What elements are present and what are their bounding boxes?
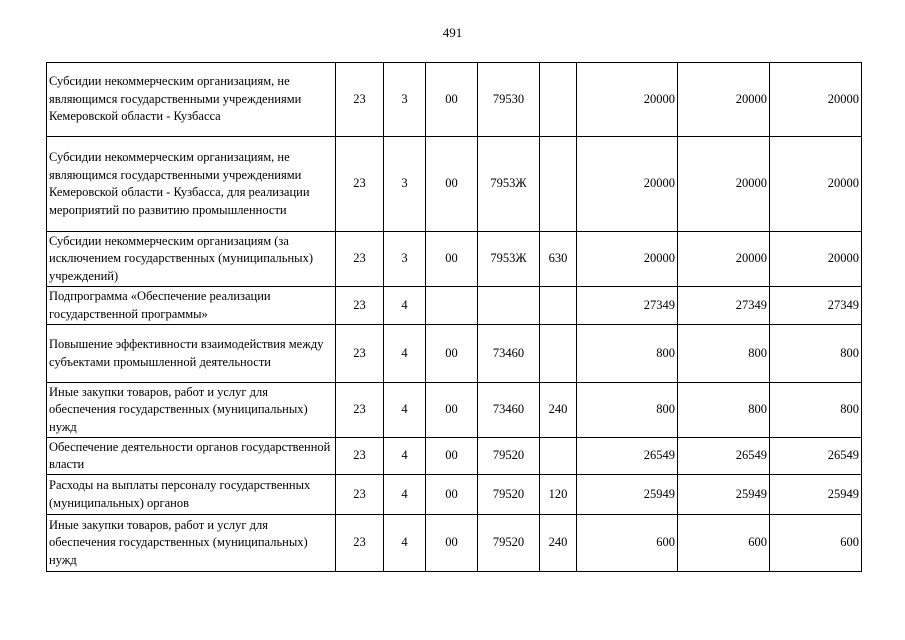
program-code-cell: 23 [336,515,384,572]
amount-year3-cell: 600 [770,515,862,572]
program-code-cell: 23 [336,287,384,325]
expense-direction-code-cell: 79520 [478,438,540,475]
expense-type-code-cell [540,325,577,383]
amount-year1-cell: 25949 [577,475,678,515]
amount-year1-cell: 20000 [577,232,678,287]
expense-name-cell: Субсидии некоммерческим организациям (за исключением государственных (муниципальных) учреждений) [47,232,336,287]
program-code-cell: 23 [336,383,384,438]
amount-year3-cell: 20000 [770,137,862,232]
subprogram-code-cell: 4 [384,438,426,475]
expense-direction-code-cell: 79520 [478,515,540,572]
table-row [47,287,862,325]
amount-year2-cell: 20000 [678,232,770,287]
amount-year3-cell: 800 [770,325,862,383]
program-code-cell: 23 [336,475,384,515]
expense-direction-code-cell: 73460 [478,383,540,438]
table-row [47,325,862,383]
table-row [47,63,862,137]
direction-code-cell: 00 [426,137,478,232]
expense-direction-code-cell [478,287,540,325]
amount-year3-cell: 27349 [770,287,862,325]
direction-code-cell: 00 [426,515,478,572]
expense-name-cell: Субсидии некоммерческим организациям, не являющимся государственными учреждениями Кемеровской области - Кузбасса [47,63,336,137]
amount-year3-cell: 25949 [770,475,862,515]
program-code-cell: 23 [336,232,384,287]
table-row [47,137,862,232]
direction-code-cell: 00 [426,383,478,438]
subprogram-code-cell: 3 [384,232,426,287]
expense-name-cell: Обеспечение деятельности органов государственной власти [47,438,336,475]
amount-year2-cell: 26549 [678,438,770,475]
program-code-cell: 23 [336,137,384,232]
amount-year3-cell: 20000 [770,63,862,137]
table-row [47,475,862,515]
amount-year1-cell: 20000 [577,137,678,232]
direction-code-cell: 00 [426,475,478,515]
amount-year1-cell: 800 [577,383,678,438]
subprogram-code-cell: 4 [384,475,426,515]
expense-direction-code-cell: 79520 [478,475,540,515]
program-code-cell: 23 [336,325,384,383]
amount-year2-cell: 800 [678,383,770,438]
expense-type-code-cell [540,438,577,475]
direction-code-cell: 00 [426,438,478,475]
amount-year1-cell: 27349 [577,287,678,325]
expense-type-code-cell [540,63,577,137]
expense-type-code-cell [540,137,577,232]
budget-table [46,62,862,572]
amount-year2-cell: 20000 [678,137,770,232]
direction-code-cell: 00 [426,63,478,137]
subprogram-code-cell: 4 [384,287,426,325]
table-row [47,515,862,572]
table-row [47,232,862,287]
amount-year3-cell: 20000 [770,232,862,287]
expense-type-code-cell: 240 [540,383,577,438]
expense-direction-code-cell: 79530 [478,63,540,137]
page-number: 491 [442,25,463,40]
amount-year2-cell: 800 [678,325,770,383]
expense-type-code-cell [540,287,577,325]
amount-year1-cell: 26549 [577,438,678,475]
table-row [47,438,862,475]
direction-code-cell: 00 [426,325,478,383]
amount-year3-cell: 26549 [770,438,862,475]
expense-type-code-cell: 240 [540,515,577,572]
subprogram-code-cell: 3 [384,63,426,137]
expense-direction-code-cell: 7953Ж [478,232,540,287]
subprogram-code-cell: 4 [384,515,426,572]
expense-name-cell: Иные закупки товаров, работ и услуг для обеспечения государственных (муниципальных) нужд [47,383,336,438]
amount-year2-cell: 600 [678,515,770,572]
expense-type-code-cell: 120 [540,475,577,515]
expense-direction-code-cell: 73460 [478,325,540,383]
subprogram-code-cell: 4 [384,383,426,438]
amount-year2-cell: 25949 [678,475,770,515]
direction-code-cell: 00 [426,232,478,287]
program-code-cell: 23 [336,438,384,475]
amount-year1-cell: 800 [577,325,678,383]
amount-year3-cell: 800 [770,383,862,438]
program-code-cell: 23 [336,63,384,137]
amount-year1-cell: 600 [577,515,678,572]
expense-type-code-cell: 630 [540,232,577,287]
amount-year2-cell: 27349 [678,287,770,325]
direction-code-cell [426,287,478,325]
amount-year1-cell: 20000 [577,63,678,137]
expense-name-cell: Повышение эффективности взаимодействия между субъектами промышленной деятельности [47,325,336,383]
table-row [47,383,862,438]
subprogram-code-cell: 4 [384,325,426,383]
expense-name-cell: Иные закупки товаров, работ и услуг для обеспечения государственных (муниципальных) нужд [47,515,336,572]
expense-direction-code-cell: 7953Ж [478,137,540,232]
amount-year2-cell: 20000 [678,63,770,137]
expense-name-cell: Субсидии некоммерческим организациям, не являющимся государственными учреждениями Кемеровской области - Кузбасса, для реализации мероприятий по развитию промышленности [47,137,336,232]
expense-name-cell: Подпрограмма «Обеспечение реализации государственной программы» [47,287,336,325]
expense-name-cell: Расходы на выплаты персоналу государственных (муниципальных) органов [47,475,336,515]
subprogram-code-cell: 3 [384,137,426,232]
